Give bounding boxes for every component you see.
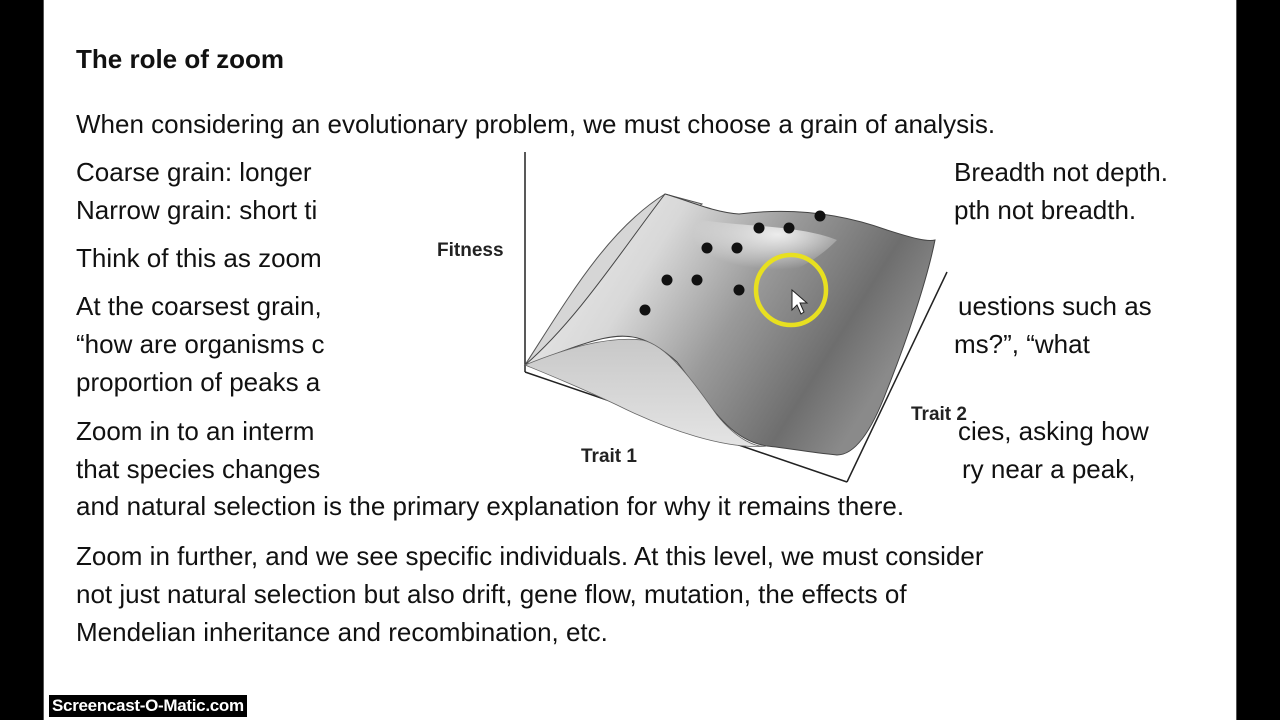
body-line: that species changes [76,454,321,484]
screencast-watermark: Screencast-O-Matic.com [49,695,247,717]
body-line: “how are organisms c [76,329,325,359]
population-dot [734,285,745,296]
body-line: proportion of peaks a [76,367,321,397]
fitness-axis-label: Fitness [437,240,504,261]
body-line: cies, asking how [958,416,1149,446]
population-dot [702,243,713,254]
slide [44,0,1236,720]
population-dot [640,305,651,316]
body-line: ms?”, “what [954,329,1090,359]
body-line: When considering an evolutionary problem, we must choose a grain of analysis. [76,109,996,139]
fitness-landscape-svg [367,150,967,490]
body-line: Zoom in to an interm [76,416,315,446]
population-dot [692,275,703,286]
body-line: Zoom in further, and we see specific individuals. At this level, we must consider [76,541,984,571]
trait2-axis-label: Trait 2 [911,404,967,425]
body-line: Breadth not depth. [954,157,1168,187]
body-line: Think of this as zoom [76,243,322,273]
body-line: ry near a peak, [962,454,1136,484]
fitness-landscape-figure [367,150,967,490]
trait1-axis-label: Trait 1 [581,446,637,467]
population-dot [815,211,826,222]
body-line: not just natural selection but also drift, gene flow, mutation, the effects of [76,579,907,609]
body-line: Coarse grain: longer [76,157,312,187]
slide-title: The role of zoom [76,44,284,74]
body-line: pth not breadth. [954,195,1137,225]
population-dot [662,275,673,286]
population-dot [784,223,795,234]
body-line: Mendelian inheritance and recombination, etc. [76,617,608,647]
body-line: At the coarsest grain, [76,291,322,321]
body-line: and natural selection is the primary explanation for why it remains there. [76,491,905,521]
population-dot [754,223,765,234]
body-line: uestions such as [958,291,1152,321]
body-line: Narrow grain: short ti [76,195,318,225]
population-dot [732,243,743,254]
